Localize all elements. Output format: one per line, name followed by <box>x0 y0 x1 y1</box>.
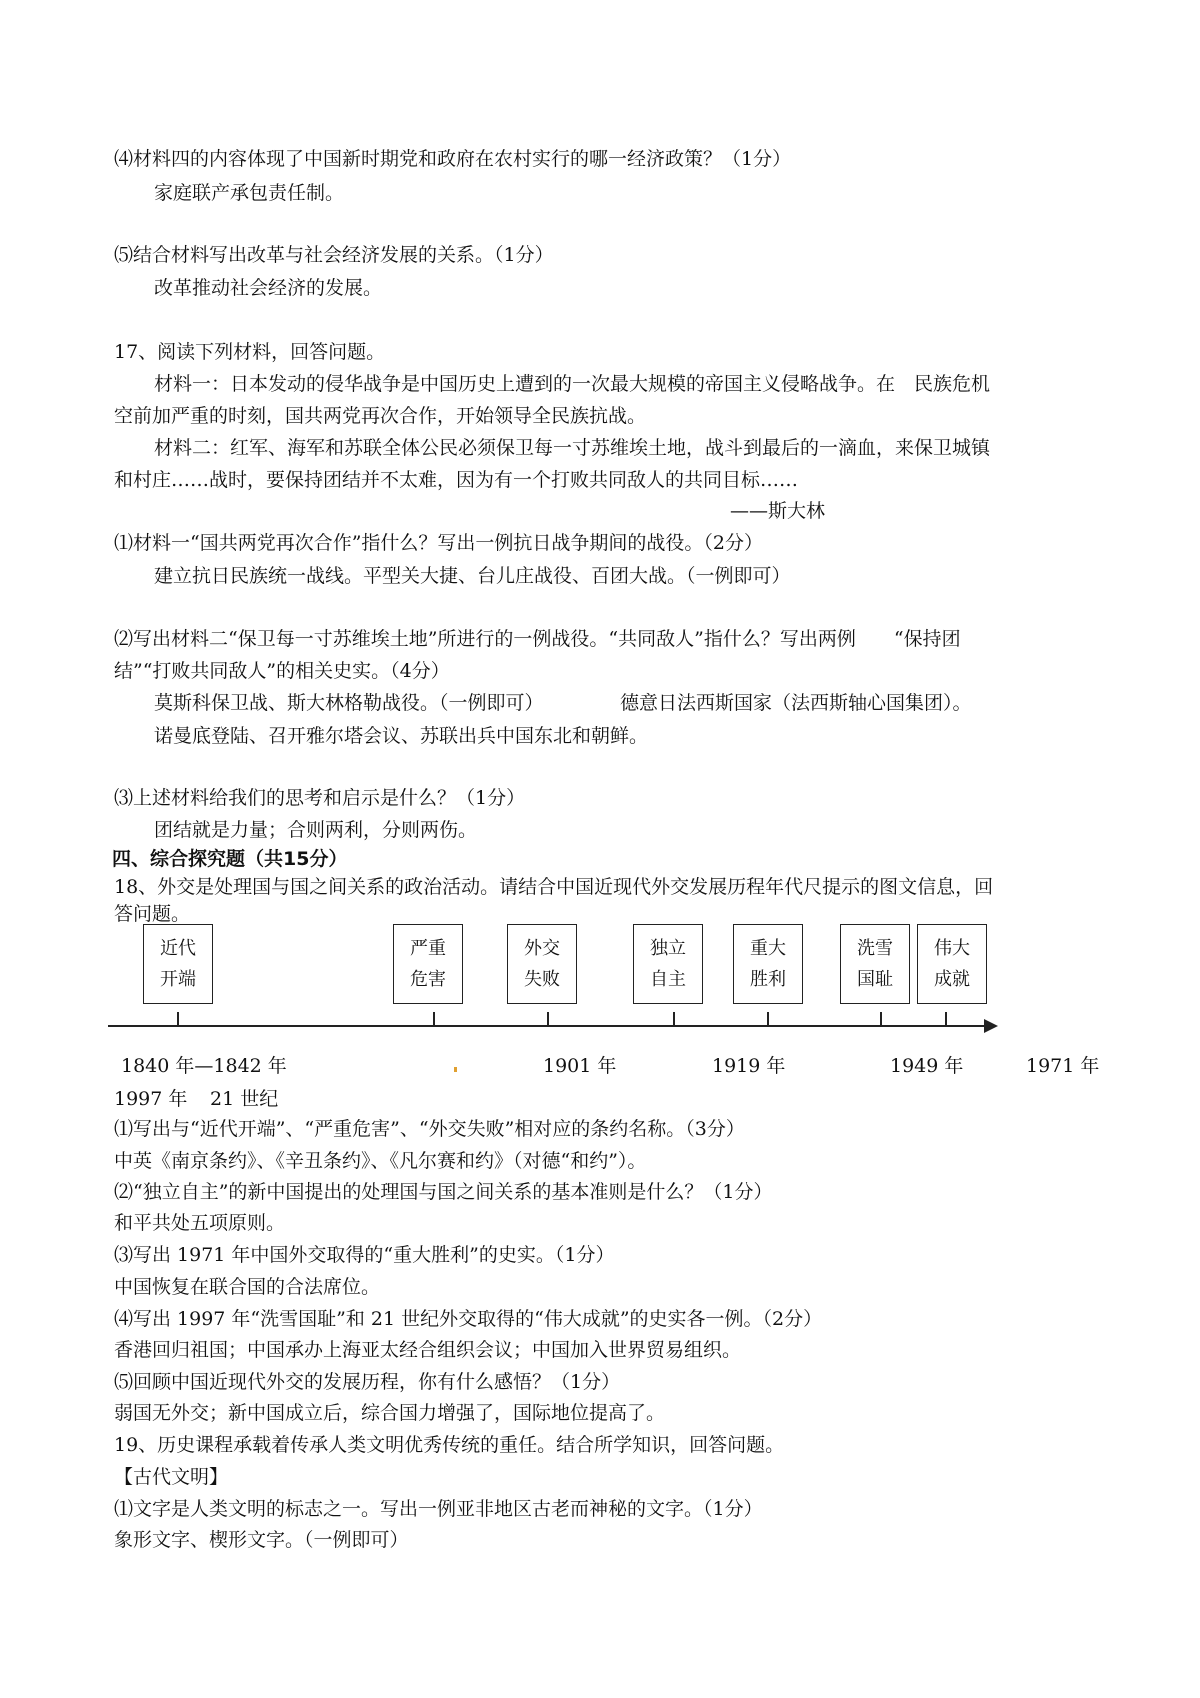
q19-p1-question: ⑴文字是人类文明的标志之一。写出一例亚非地区古老而神秘的文字。（1分） <box>114 1498 763 1520</box>
box-label-line2: 危害 <box>410 969 446 990</box>
q17-p1-answer: 建立抗日民族统一战线。平型关大捷、台儿庄战役、百团大战。（一例即可） <box>154 565 791 587</box>
q17-p2-question-line1: ⑵写出材料二“保卫每一寸苏维埃土地”所进行的一例战役。“共同敌人”指什么？写出两例 “保持团 <box>114 628 961 650</box>
q18-p4-question: ⑷写出 1997 年“洗雪国耻”和 21 世纪外交取得的“伟大成就”的史实各一例。（2分） <box>114 1308 823 1330</box>
q18-intro-line2: 答问题。 <box>114 903 191 925</box>
q18-p3-question: ⑶写出 1971 年中国外交取得的“重大胜利”的史实。（1分） <box>114 1244 615 1266</box>
q18-p5-answer: 弱国无外交；新中国成立后，综合国力增强了，国际地位提高了。 <box>114 1402 666 1424</box>
box-label-line2: 自主 <box>650 969 686 990</box>
timeline-tick <box>547 1012 549 1025</box>
timeline-year: 1971 年 <box>1026 1055 1100 1077</box>
q16-p4-answer: 家庭联产承包责任制。 <box>154 182 345 204</box>
box-label-line1: 洗雪 <box>857 938 893 959</box>
box-label-line2: 成就 <box>934 969 970 990</box>
timeline-tick <box>177 1012 179 1025</box>
timeline-tick <box>945 1012 947 1025</box>
box-label-line2: 开端 <box>160 969 196 990</box>
q18-p3-answer: 中国恢复在联合国的合法席位。 <box>114 1276 381 1298</box>
q17-material1-line1: 材料一：日本发动的侵华战争是中国历史上遭到的一次最大规模的帝国主义侵略战争。在 民族危机 <box>154 373 991 395</box>
timeline-box-independence <box>633 924 703 1004</box>
q17-material2-line2: 和村庄……战时，要保持团结并不太难，因为有一个打败共同敌人的共同目标…… <box>114 469 799 491</box>
q17-p2-answer-a: 莫斯科保卫战、斯大林格勒战役。（一例即可） <box>154 692 544 714</box>
q17-p3-question: ⑶上述材料给我们的思考和启示是什么？（1分） <box>114 787 526 809</box>
q16-p5-answer: 改革推动社会经济的发展。 <box>154 277 383 299</box>
timeline-year: 1997 年 <box>114 1088 188 1110</box>
box-label-line1: 严重 <box>410 938 446 959</box>
q18-p4-answer: 香港回归祖国；中国承办上海亚太经合组织会议；中国加入世界贸易组织。 <box>114 1339 742 1361</box>
q18-p1-question: ⑴写出与“近代开端”、“严重危害”、“外交失败”相对应的条约名称。（3分） <box>114 1118 745 1140</box>
q16-p4-question: ⑷材料四的内容体现了中国新时期党和政府在农村实行的哪一经济政策？（1分） <box>114 148 792 170</box>
q18-p2-answer: 和平共处五项原则。 <box>114 1212 286 1234</box>
q18-intro-line1: 18、外交是处理国与国之间关系的政治活动。请结合中国近现代外交发展历程年代尺提示的图文信息，回 <box>114 876 994 898</box>
timeline-box-diplomatic-failure <box>507 924 577 1004</box>
timeline-year: 1949 年 <box>890 1055 964 1077</box>
timeline-year: 1901 年 <box>543 1055 617 1077</box>
q17-title: 17、阅读下列材料，回答问题。 <box>114 341 386 363</box>
q18-p1-answer: 中英《南京条约》、《辛丑条约》、《凡尔赛和约》（对德“和约”）。 <box>114 1150 647 1172</box>
box-label-line1: 近代 <box>160 938 196 959</box>
q17-p2-answer-b: 德意日法西斯国家（法西斯轴心国集团）。 <box>620 692 972 714</box>
timeline-box-serious-harm <box>393 924 463 1004</box>
q17-p2-answer-line2: 诺曼底登陆、召开雅尔塔会议、苏联出兵中国东北和朝鲜。 <box>154 725 649 747</box>
q17-p2-question-line2: 结”“打败共同敌人”的相关史实。（4分） <box>114 660 450 682</box>
q16-p5-question: ⑸结合材料写出改革与社会经济发展的关系。（1分） <box>114 244 554 266</box>
q17-p1-question: ⑴材料一“国共两党再次合作”指什么？写出一例抗日战争期间的战役。（2分） <box>114 532 764 554</box>
timeline-box-great-achievement <box>917 924 987 1004</box>
box-label-line1: 独立 <box>650 938 686 959</box>
timeline-axis <box>108 1025 988 1027</box>
q19-section-label: 【古代文明】 <box>114 1466 229 1488</box>
q18-p2-question: ⑵“独立自主”的新中国提出的处理国与国之间关系的基本准则是什么？（1分） <box>114 1181 773 1203</box>
q19-intro: 19、历史课程承载着传承人类文明优秀传统的重任。结合所学知识，回答问题。 <box>114 1434 785 1456</box>
timeline-arrow-icon <box>984 1019 998 1033</box>
timeline-tick <box>767 1012 769 1025</box>
q18-p5-question: ⑸回顾中国近现代外交的发展历程，你有什么感悟？（1分） <box>114 1371 621 1393</box>
timeline-box-modern-start <box>143 924 213 1004</box>
scan-speck <box>454 1067 457 1072</box>
box-label-line2: 胜利 <box>750 969 786 990</box>
timeline-year: 1840 年—1842 年 <box>121 1055 287 1077</box>
q19-p1-answer: 象形文字、楔形文字。（一例即可） <box>114 1529 409 1551</box>
timeline-box-national-humiliation <box>840 924 910 1004</box>
q17-material1-line2: 空前加严重的时刻，国共两党再次合作，开始领导全民族抗战。 <box>114 405 647 427</box>
timeline-tick <box>880 1012 882 1025</box>
q17-attribution: ——斯大林 <box>730 500 826 522</box>
box-label-line1: 重大 <box>750 938 786 959</box>
q17-p3-answer: 团结就是力量；合则两利，分则两伤。 <box>154 819 478 841</box>
timeline-year: 21 世纪 <box>210 1088 279 1110</box>
timeline-tick <box>433 1012 435 1025</box>
q17-material2-line1: 材料二：红军、海军和苏联全体公民必须保卫每一寸苏维埃土地，战斗到最后的一滴血，来保卫城镇 <box>154 437 991 459</box>
timeline-year: 1919 年 <box>712 1055 786 1077</box>
box-label-line2: 失败 <box>524 969 560 990</box>
timeline-box-major-victory <box>733 924 803 1004</box>
timeline-tick <box>673 1012 675 1025</box>
box-label-line1: 外交 <box>524 938 560 959</box>
box-label-line1: 伟大 <box>934 938 970 959</box>
box-label-line2: 国耻 <box>857 969 893 990</box>
section4-heading: 四、综合探究题（共15分） <box>112 848 348 870</box>
